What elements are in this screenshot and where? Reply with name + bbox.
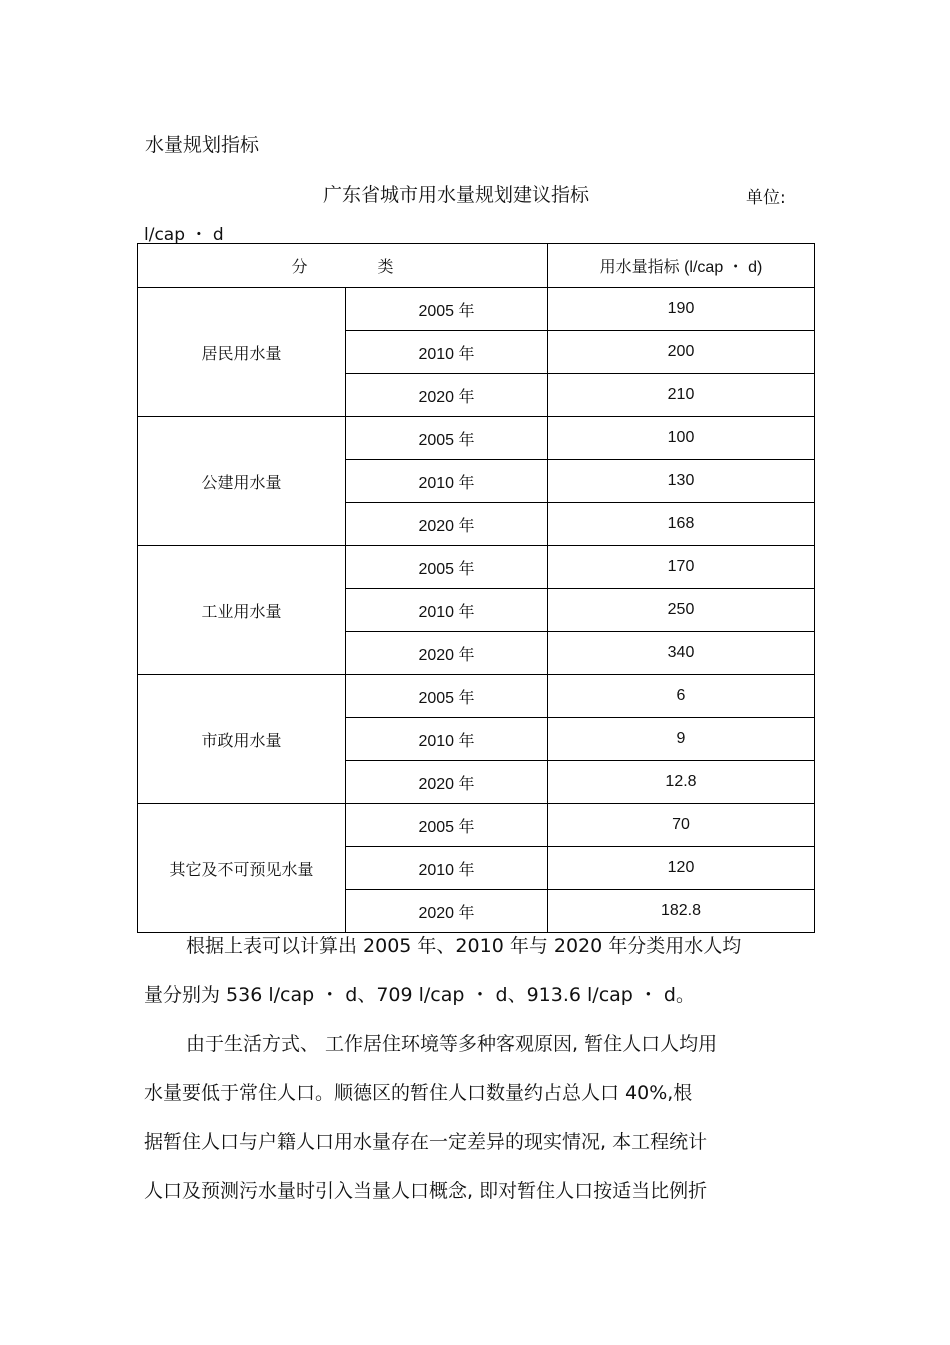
value-cell: 200	[548, 331, 815, 374]
calculation-paragraph	[144, 922, 809, 1020]
value-cell: 340	[548, 632, 815, 675]
unit-label: 单位:	[746, 188, 786, 208]
value-cell: 210	[548, 374, 815, 417]
year-cell: 2005 年	[346, 288, 548, 331]
value-cell: 9	[548, 718, 815, 761]
header-category-b: 类	[377, 259, 394, 276]
header-category-cell	[138, 244, 548, 288]
category-cell: 其它及不可预见水量	[138, 804, 346, 933]
table-row	[138, 417, 815, 460]
category-cell: 市政用水量	[138, 675, 346, 804]
value-cell: 170	[548, 546, 815, 589]
header-category-a: 分	[291, 259, 308, 276]
value-cell: 250	[548, 589, 815, 632]
year-cell: 2005 年	[346, 417, 548, 460]
value-cell: 12.8	[548, 761, 815, 804]
paragraph-line: 据暂住人口与户籍人口用水量存在一定差异的现实情况, 本工程统计	[144, 1131, 708, 1153]
year-cell: 2020 年	[346, 374, 548, 417]
value-cell: 120	[548, 847, 815, 890]
table-row	[138, 546, 815, 589]
value-cell: 70	[548, 804, 815, 847]
value-cell: 130	[548, 460, 815, 503]
value-cell: 190	[548, 288, 815, 331]
header-value-cell: 用水量指标 (l/cap ・ d)	[548, 244, 815, 288]
paragraph-line-text: 由于生活方式、 工作居住环境等多种客观原因, 暂住人口人均用	[186, 1033, 718, 1055]
paragraph-line: 量分别为 536 l/cap ・ d、709 l/cap ・ d、913.6 l/cap ・ d。	[144, 984, 695, 1006]
table-row	[138, 804, 815, 847]
year-cell: 2020 年	[346, 503, 548, 546]
year-cell: 2010 年	[346, 847, 548, 890]
value-cell: 100	[548, 417, 815, 460]
paragraph-line: 人口及预测污水量时引入当量人口概念, 即对暂住人口按适当比例折	[144, 1180, 708, 1202]
population-paragraph	[144, 1020, 809, 1216]
category-cell: 居民用水量	[138, 288, 346, 417]
unit-value: l/cap ・ d	[144, 225, 224, 245]
category-cell: 公建用水量	[138, 417, 346, 546]
water-index-table	[137, 243, 815, 933]
year-cell: 2005 年	[346, 546, 548, 589]
value-cell: 6	[548, 675, 815, 718]
table-row	[138, 675, 815, 718]
year-cell: 2005 年	[346, 804, 548, 847]
paragraph-line	[144, 1020, 809, 1069]
year-cell: 2010 年	[346, 718, 548, 761]
year-cell: 2020 年	[346, 761, 548, 804]
year-cell: 2020 年	[346, 890, 548, 933]
value-cell: 182.8	[548, 890, 815, 933]
year-cell: 2010 年	[346, 460, 548, 503]
year-cell: 2005 年	[346, 675, 548, 718]
table-title: 广东省城市用水量规划建议指标	[323, 184, 590, 206]
table-header-row	[138, 244, 815, 288]
value-cell: 168	[548, 503, 815, 546]
paragraph-line	[144, 922, 809, 971]
year-cell: 2010 年	[346, 331, 548, 374]
section-heading: 水量规划指标	[145, 134, 260, 156]
paragraph-line-text: 根据上表可以计算出 2005 年、2010 年与 2020 年分类用水人均	[186, 935, 742, 957]
table-row	[138, 288, 815, 331]
category-cell: 工业用水量	[138, 546, 346, 675]
year-cell: 2010 年	[346, 589, 548, 632]
paragraph-line: 水量要低于常住人口。顺德区的暂住人口数量约占总人口 40%,根	[144, 1082, 693, 1104]
year-cell: 2020 年	[346, 632, 548, 675]
